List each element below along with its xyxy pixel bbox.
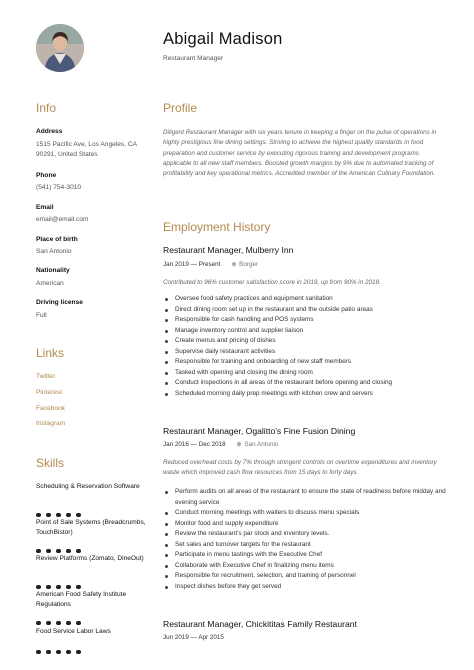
rating-dot: [36, 621, 41, 626]
list-item: Review the restaurant's par stock and inventory levels.: [163, 529, 453, 540]
rating-dot: [46, 650, 51, 655]
skill-level-rating: [36, 504, 86, 510]
rating-dot: [46, 513, 51, 518]
link-pinterest[interactable]: Pinterest: [36, 389, 63, 396]
links-heading: Links: [36, 346, 65, 360]
phone-label: Phone: [36, 172, 57, 179]
job-title: Restaurant Manager: [163, 55, 224, 62]
job-duties-list: [163, 487, 453, 592]
job-meta: [163, 441, 278, 448]
skill-name: Food Service Labor Laws: [36, 628, 111, 635]
job-dates: Jan 2019 — Present: [163, 261, 221, 268]
employment-heading: Employment History: [163, 220, 271, 234]
list-item: Tasked with opening and closing the dining room: [163, 368, 453, 379]
rating-dot: [56, 549, 61, 554]
rating-dot: [76, 621, 81, 626]
list-item: Responsible for cash handling and POS systems: [163, 315, 453, 326]
location-pin-icon: [237, 441, 243, 447]
skill-name: American Food Safety Institute Regulations: [36, 591, 127, 608]
list-item: Perform audits on all areas of the restaurant to ensure the state of readiness before midday and evening service: [163, 487, 453, 508]
rating-dot: [76, 585, 81, 590]
list-item: Supervise daily restaurant activities: [163, 347, 453, 358]
job-dates: Jan 2016 — Dec 2018: [163, 441, 226, 448]
info-heading: Info: [36, 101, 57, 115]
rating-dot: [66, 621, 71, 626]
nationality-value: American: [36, 280, 64, 287]
birthplace-label: Place of birth: [36, 236, 78, 243]
skills-heading: Skills: [36, 456, 65, 470]
skill-level-rating: [36, 540, 86, 546]
job-dates: Jun 2019 — Apr 2015: [163, 634, 224, 641]
job-summary: Contributed to 96% customer satisfaction score in 2019, up from 90% in 2018.: [163, 279, 381, 286]
rating-dot: [56, 650, 61, 655]
rating-dot: [36, 650, 41, 655]
job-location: [237, 441, 278, 448]
phone-value: (541) 754-3010: [36, 184, 82, 191]
profile-summary: Diligent Restaurant Manager with six years tenure in keeping a finger on the pulse of operations in highly prestigious fine dining settings. Striving to achieve the highest quality standards in food preparation and customer service by executing rigorous training and development programs applicable to all new staff members. Boosted growth margins by 9% due to automated tracking of profitability and key operational metrics. Accredited member of the American Culinary Foundation.: [163, 129, 437, 178]
avatar: [36, 24, 84, 72]
link-facebook[interactable]: Facebook: [36, 405, 65, 412]
list-item: Conduct morning meetings with waiters to discuss menu specials: [163, 508, 453, 519]
job-summary: Reduced overhead costs by 7% through stringent controls on overtime expenditures and inventory waste which improved cash flow resources from 15 days to forty days.: [163, 459, 437, 477]
skill-name: Review Platforms (Zomato, DineOut): [36, 555, 144, 562]
rating-dot: [76, 549, 81, 554]
rating-dot: [66, 513, 71, 518]
rating-dot: [46, 549, 51, 554]
skill-name: Scheduling & Reservation Software: [36, 483, 140, 490]
list-item: Responsible for recruitment, selection, and training of personnel: [163, 571, 453, 582]
profile-heading: Profile: [163, 101, 198, 115]
address-value: 1515 Pacific Ave, Los Angeles, CA 90291, United States: [36, 141, 137, 158]
list-item: Create menus and pricing of dishes: [163, 336, 453, 347]
rating-dot: [56, 513, 61, 518]
link-instagram[interactable]: Instagram: [36, 420, 66, 427]
rating-dot: [66, 585, 71, 590]
skill-level-rating: [36, 612, 86, 618]
list-item: Collaborate with Executive Chef in finalizing menu items: [163, 561, 453, 572]
list-item: Conduct inspections in all areas of the restaurant before opening and closing: [163, 378, 453, 389]
rating-dot: [36, 585, 41, 590]
driving-license-label: Driving license: [36, 299, 83, 306]
job-meta: [163, 261, 258, 268]
rating-dot: [36, 549, 41, 554]
job-title-heading: Restaurant Manager, Chickititas Family Restaurant: [163, 619, 357, 629]
list-item: Inspect dishes before they get served: [163, 582, 453, 593]
email-label: Email: [36, 204, 54, 211]
address-label: Address: [36, 128, 63, 135]
list-item: Participate in menu tastings with the Executive Chef: [163, 550, 453, 561]
rating-dot: [66, 650, 71, 655]
skill-name: Point of Sale Systems (Breadcrumbs, TouchBistor): [36, 519, 146, 536]
birthplace-value: San Antonio: [36, 248, 72, 255]
skill-level-rating: [36, 576, 86, 582]
list-item: Responsible for training and onboarding of new staff members: [163, 357, 453, 368]
job-location-text: Borger: [239, 261, 259, 268]
list-item: Set sales and turnover targets for the restaurant: [163, 540, 453, 551]
job-location: [232, 261, 258, 268]
nationality-label: Nationality: [36, 267, 70, 274]
job-title-heading: Restaurant Manager, Mulberry Inn: [163, 245, 294, 255]
driving-license-value: Full: [36, 312, 47, 319]
rating-dot: [46, 621, 51, 626]
list-item: Manage inventory control and supplier liaison: [163, 326, 453, 337]
list-item: Scheduled morning daily prep meetings with kitchen crew and servers: [163, 389, 453, 400]
avatar-photo: [36, 24, 84, 72]
skill-level-rating: [36, 641, 86, 647]
rating-dot: [46, 585, 51, 590]
list-item: Direct dining room set up in the restaurant and the outside patio areas: [163, 305, 453, 316]
full-name: Abigail Madison: [163, 30, 283, 48]
job-meta: [163, 634, 224, 641]
job-location-text: San Antonio: [244, 441, 279, 448]
email-value: email@email.com: [36, 216, 89, 223]
rating-dot: [56, 585, 61, 590]
job-duties-list: [163, 294, 453, 399]
job-title-heading: Restaurant Manager, Ogalitto's Fine Fusion Dining: [163, 426, 356, 436]
rating-dot: [76, 513, 81, 518]
rating-dot: [66, 549, 71, 554]
list-item: Oversee food safety practices and equipment sanitation: [163, 294, 453, 305]
rating-dot: [76, 650, 81, 655]
location-pin-icon: [231, 261, 237, 267]
list-item: Monitor food and supply expenditure: [163, 519, 453, 530]
rating-dot: [56, 621, 61, 626]
link-twitter[interactable]: Twitter: [36, 373, 56, 380]
rating-dot: [36, 513, 41, 518]
